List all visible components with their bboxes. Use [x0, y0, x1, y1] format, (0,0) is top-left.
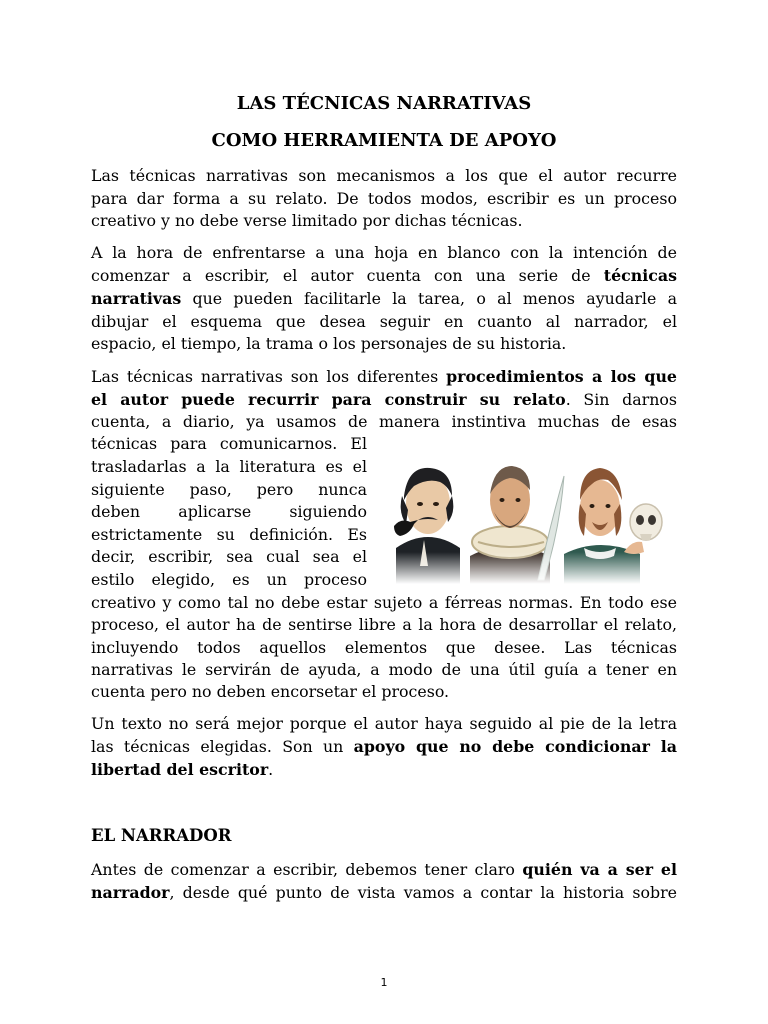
paragraph-line: Un texto no será mejor porque el autor haya seguido al pie de la letra — [91, 714, 677, 733]
paragraph-line — [91, 760, 677, 780]
paragraph-line: estrictamente su definición. Es — [91, 525, 367, 544]
paragraph-line: para dar forma a su relato. De todos modos, escribir es un proceso — [91, 189, 677, 208]
paragraph-line: trasladarlas a la literatura es el — [91, 457, 367, 476]
bold-term: narrador — [91, 883, 170, 902]
bold-term: técnicas — [603, 266, 677, 285]
text-run: las técnicas elegidas. Son un — [91, 737, 354, 756]
paragraph-line: cuenta, a diario, ya usamos de manera instintiva muchas de esas — [91, 412, 677, 431]
paragraph-line — [91, 367, 677, 387]
text-run: Las técnicas narrativas son los diferentes — [91, 367, 447, 386]
bold-term: el autor puede recurrir para construir su relato — [91, 390, 566, 409]
paragraph-line — [91, 390, 677, 410]
paragraph-line: narrativas le servirán de ayuda, a modo de una útil guía a tener en — [91, 660, 677, 679]
paragraph-line — [91, 737, 677, 757]
paragraph-line: siguiente paso, pero nunca — [91, 480, 367, 499]
paragraph-line: estilo elegido, es un proceso — [91, 570, 367, 589]
bold-term: libertad del escritor — [91, 760, 269, 779]
paragraph-line — [91, 860, 677, 880]
bold-term: apoyo que no debe condicionar la — [353, 737, 677, 756]
bold-term: procedimientos a los que — [446, 367, 677, 386]
text-run: . — [268, 760, 274, 779]
paragraph-line: creativo y no debe verse limitado por dichas técnicas. — [91, 211, 523, 230]
text-run: . Sin darnos — [565, 390, 677, 409]
document-subtitle: COMO HERRAMIENTA DE APOYO — [211, 130, 557, 151]
document-title: LAS TÉCNICAS NARRATIVAS — [236, 93, 532, 114]
text-run: comenzar a escribir, el autor cuenta con una serie de — [91, 266, 604, 285]
paragraph-line — [91, 883, 677, 903]
paragraph-line — [91, 266, 677, 286]
writers-illustration — [388, 456, 678, 584]
paragraph-line: decir, escribir, sea cual sea el — [91, 547, 367, 566]
paragraph-line — [91, 289, 677, 309]
bold-term: narrativas — [91, 289, 182, 308]
section-heading: EL NARRADOR — [91, 826, 232, 845]
paragraph-line: deben aplicarse siguiendo — [91, 502, 367, 521]
paragraph-line: dibujar el esquema que desea seguir en cuanto al narrador, el — [91, 312, 677, 331]
paragraph-line: espacio, el tiempo, la trama o los personajes de su historia. — [91, 334, 567, 353]
paragraph-line: A la hora de enfrentarse a una hoja en blanco con la intención de — [91, 243, 677, 262]
paragraph-line: incluyendo todos aquellos elementos que desee. Las técnicas — [91, 638, 677, 657]
paragraph-line: proceso, el autor ha de sentirse libre a la hora de desarrollar el relato, — [91, 615, 677, 634]
paragraph-line: cuenta pero no deben encorsetar el proceso. — [91, 682, 450, 701]
text-run: Antes de comenzar a escribir, debemos tener claro — [91, 860, 523, 879]
paragraph-line: creativo y como tal no debe estar sujeto a férreas normas. En todo ese — [91, 593, 677, 612]
page-number: 1 — [380, 976, 388, 989]
paragraph-line: técnicas para comunicarnos. El — [91, 434, 367, 453]
text-run: , desde qué punto de vista vamos a contar la historia sobre — [169, 883, 677, 902]
text-run: que pueden facilitarle la tarea, o al menos ayudarle a — [181, 289, 677, 308]
paragraph-line: Las técnicas narrativas son mecanismos a los que el autor recurre — [91, 166, 677, 185]
bold-term: quién va a ser el — [522, 860, 677, 879]
